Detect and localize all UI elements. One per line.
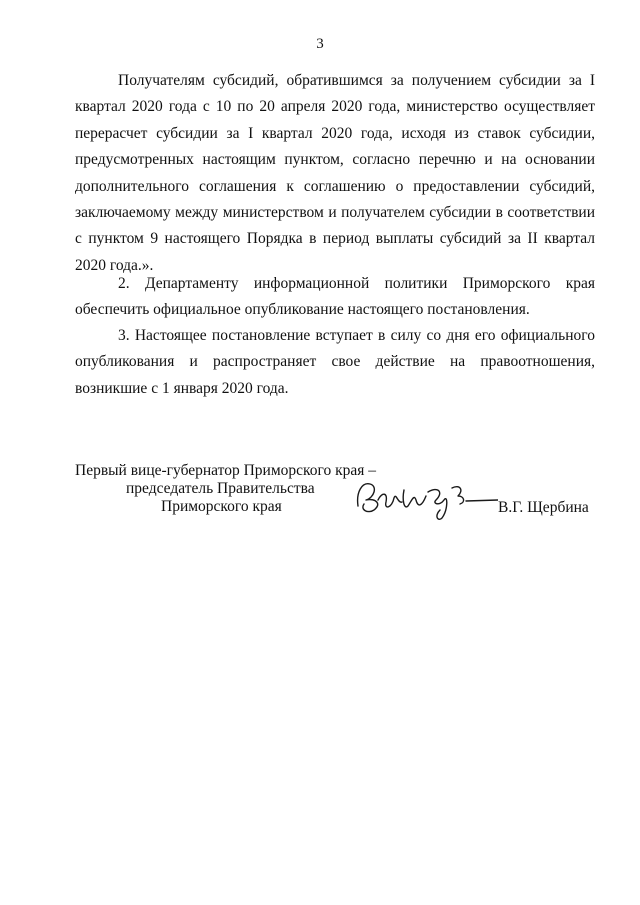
handwritten-signature: [348, 470, 498, 522]
paragraph-publication: 2. Департаменту информационной политики Приморского края обеспечить официальное опубликование настоящего постановления.: [75, 275, 595, 319]
signatory-title-line-1: Первый вице-губернатор Приморского края –: [75, 462, 377, 479]
paragraph-subsidy-recalculation: Получателям субсидий, обратившимся за получением субсидии за I квартал 2020 года с 10 по 20 апреля 2020 года, министерство осуществляет перерасчет субсидии за I квартал 2020 года, исходя из ставок субсидии, предусмотренных настоящим пунктом, согласно перечню и на основании дополнительного соглашения к соглашению о предоставлении субсидий, заключаемому между министерством и получателем субсидии в соответствии с пунктом 9 настоящего Порядка в период выплаты субсидий за II квартал 2020 года.».: [75, 72, 595, 274]
paragraph-entry-into-force: 3. Настоящее постановление вступает в силу со дня его официального опубликования и распространяет свое действие на правоотношения, возникшие с 1 января 2020 года.: [75, 327, 595, 397]
page-number: 3: [316, 36, 324, 52]
signatory-title-line-3: Приморского края: [161, 498, 282, 515]
signatory-title-line-2: председатель Правительства: [126, 480, 315, 497]
signatory-name: В.Г. Щербина: [498, 499, 589, 516]
